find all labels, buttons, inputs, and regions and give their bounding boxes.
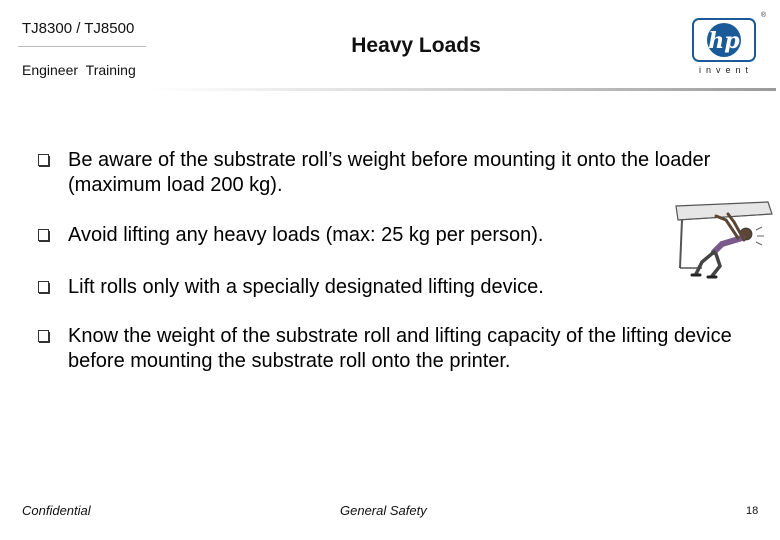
- department-label: Engineer Training: [22, 62, 136, 78]
- page-title: Heavy Loads: [351, 34, 481, 57]
- bullet-item: [38, 324, 758, 374]
- header-gradient-rule: [150, 88, 776, 92]
- bullet-text: Be aware of the substrate roll’s weight before mounting it onto the loader (maximum load 200 kg).: [68, 149, 711, 196]
- header-divider: [18, 46, 146, 47]
- footer-confidential: Confidential: [22, 503, 91, 518]
- svg-text:hp: hp: [708, 28, 740, 54]
- person-lifting-heavy-load-icon: [672, 200, 778, 280]
- bullet-text: Lift rolls only with a specially designated lifting device.: [68, 276, 544, 298]
- bullet-item: [38, 223, 758, 248]
- checkbox-bullet-icon: [38, 229, 49, 241]
- trademark-symbol: ®: [760, 12, 766, 19]
- page-number: 18: [746, 505, 759, 517]
- checkbox-bullet-icon: [38, 281, 49, 293]
- bullet-item: [38, 148, 758, 198]
- bullet-item: [38, 275, 758, 300]
- checkbox-bullet-icon: [38, 330, 49, 342]
- checkbox-bullet-icon: [38, 154, 49, 166]
- footer-section: General Safety: [340, 503, 427, 518]
- logo-tagline: invent: [698, 65, 754, 75]
- product-name: TJ8300 / TJ8500: [22, 20, 135, 37]
- hp-logo-badge: [692, 18, 756, 62]
- bullet-text: Avoid lifting any heavy loads (max: 25 kg per person).: [68, 224, 544, 246]
- bullet-text: Know the weight of the substrate roll and lifting capacity of the lifting device before mounting the substrate roll onto the printer.: [68, 325, 732, 372]
- hp-logo: [682, 12, 768, 80]
